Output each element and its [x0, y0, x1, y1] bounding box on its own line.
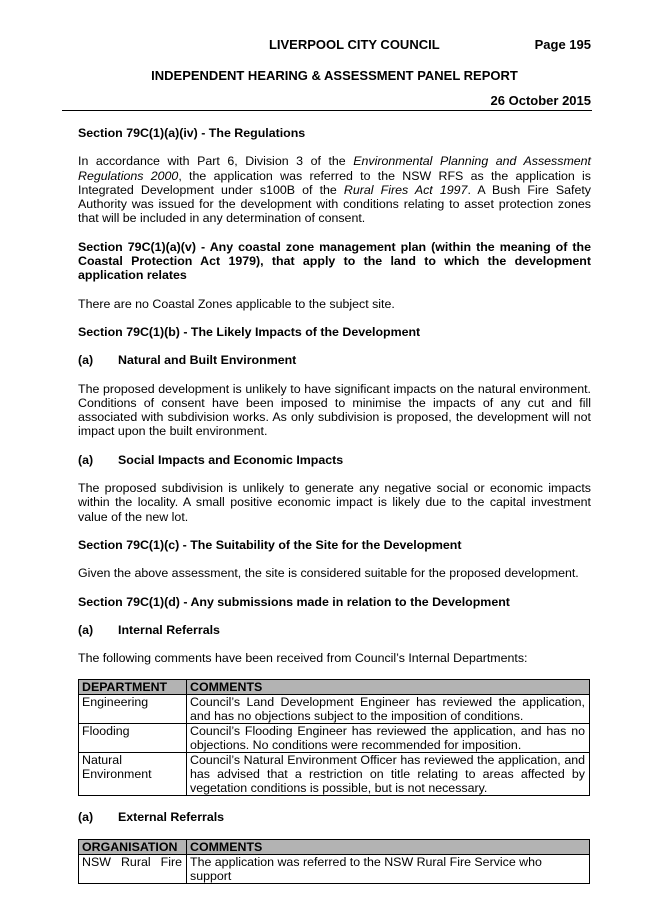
column-header: COMMENTS — [187, 839, 590, 854]
internal-referrals-table — [78, 679, 590, 796]
section-coastal-body: There are no Coastal Zones applicable to the subject site. — [78, 296, 395, 311]
table-header-row — [79, 680, 590, 695]
document-body — [78, 126, 591, 884]
section-suitability-title: Section 79C(1)(c) - The Suitability of the Site for the Development — [78, 537, 462, 552]
section-regulations-title: Section 79C(1)(a)(iv) - The Regulations — [78, 126, 306, 140]
report-date: 26 October 2015 — [490, 93, 591, 108]
table-cell: Council’s Flooding Engineer has reviewed the application, and has no objections. No conditions were recommended for imposition. — [187, 724, 590, 753]
section-coastal-title: Section 79C(1)(a)(v) - Any coastal zone management plan (within the meaning of the Coastal Protection Act 1979), that apply to the land to which the development application relates — [78, 239, 591, 283]
table-cell: Natural Environment — [79, 753, 187, 796]
page-number: Page 195 — [534, 37, 591, 52]
table-cell: Council’s Natural Environment Officer has reviewed the application, and has advised that a restriction on title relating to areas affected by vegetation conditions is possible, but is not necessary. — [187, 753, 590, 796]
column-header: DEPARTMENT — [79, 680, 187, 695]
table-cell: The application was referred to the NSW Rural Fire Service who support — [187, 854, 590, 883]
table-row — [79, 724, 590, 753]
table-row — [79, 753, 590, 796]
table-header-row — [79, 839, 590, 854]
subsection-natural: (a) Natural and Built Environment — [78, 353, 297, 368]
table-row — [79, 695, 590, 724]
subsection-social-body: The proposed subdivision is unlikely to generate any negative social or economic impacts within the locality. A small positive economic impact is likely due to the capital investment value of the new lot. — [78, 481, 591, 524]
subsection-internal: (a) Internal Referrals — [78, 622, 220, 637]
header-rule — [62, 110, 592, 111]
section-submissions-title: Section 79C(1)(d) - Any submissions made in relation to the Development — [78, 594, 510, 609]
subsection-external: (a) External Referrals — [78, 810, 225, 825]
report-title: INDEPENDENT HEARING & ASSESSMENT PANEL REPORT — [151, 68, 518, 83]
table-cell: NSW Rural Fire — [79, 854, 187, 883]
table-cell: Council’s Land Development Engineer has reviewed the application, and has no objections subject to the imposition of conditions. — [187, 695, 590, 724]
section-impacts-title: Section 79C(1)(b) - The Likely Impacts of the Development — [78, 324, 421, 339]
table-cell: Engineering — [79, 695, 187, 724]
section-suitability-body: Given the above assessment, the site is considered suitable for the proposed development. — [78, 566, 579, 581]
section-regulations-body: In accordance with Part 6, Division 3 of the Environmental Planning and Assessment Regulations 2000, the application was referred to the NSW RFS as the application is Integrated Development under s100B of the Rural Fires Act 1997. A Bush Fire Safety Authority was issued for the development with conditions relating to asset protection zones that will be included in any determination of consent. — [78, 154, 591, 226]
column-header: COMMENTS — [187, 680, 590, 695]
column-header: ORGANISATION — [79, 839, 187, 854]
subsection-social: (a) Social Impacts and Economic Impacts — [78, 452, 344, 467]
page-header — [78, 38, 591, 113]
subsection-natural-body: The proposed development is unlikely to have significant impacts on the natural environment. Conditions of consent have been imposed to minimise the impacts of any cut and fill associated with subdivision works. As only subdivision is proposed, the development will not impact upon the built environment. — [78, 381, 591, 439]
table-row — [79, 854, 590, 883]
internal-intro: The following comments have been received from Council’s Internal Departments: — [78, 651, 528, 666]
table-cell: Flooding — [79, 724, 187, 753]
external-referrals-table — [78, 839, 590, 884]
council-name: LIVERPOOL CITY COUNCIL — [268, 37, 440, 52]
